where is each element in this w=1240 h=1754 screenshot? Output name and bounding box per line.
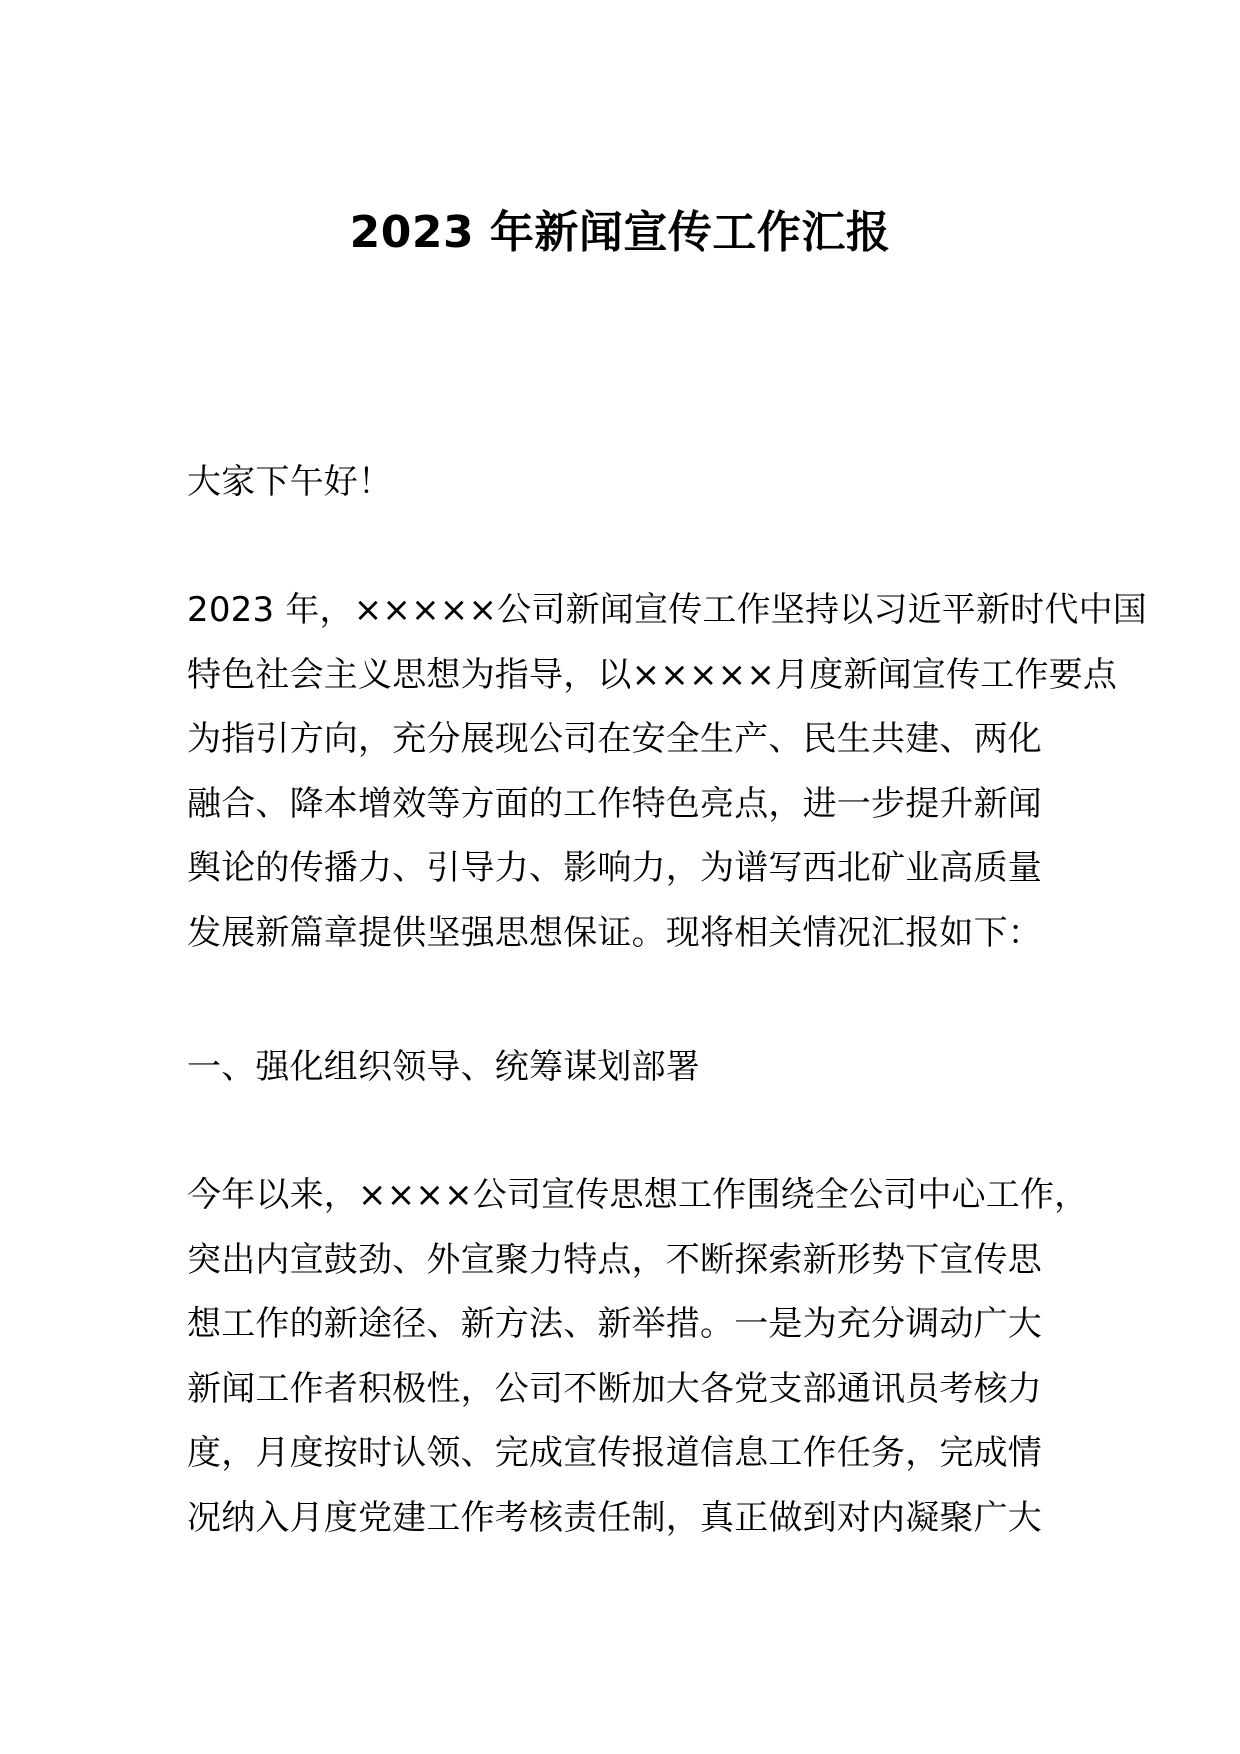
paragraph-line: 融合、降本增效等方面的工作特色亮点，进一步提升新闻 <box>187 783 1042 824</box>
document-title: 2023 年新闻宣传工作汇报 <box>349 207 891 258</box>
paragraph-line: 舆论的传播力、引导力、影响力，为谱写西北矿业高质量 <box>187 848 1042 888</box>
section-heading: 一、强化组织领导、统筹谋划部署 <box>187 1047 700 1087</box>
paragraph-section1 <box>187 1163 1089 1550</box>
paragraph-line: 2023 年，×××××公司新闻宣传工作坚持以习近平新时代中国 <box>187 590 1147 630</box>
paragraph-line: 为指引方向，充分展现公司在安全生产、民生共建、两化 <box>187 719 1042 759</box>
paragraph-line: 想工作的新途径、新方法、新举措。一是为充分调动广大 <box>187 1304 1042 1344</box>
paragraph-line: 况纳入月度党建工作考核责任制，真正做到对内凝聚广大 <box>187 1497 1042 1538</box>
paragraph-line: 新闻工作者积极性，公司不断加大各党支部通讯员考核力 <box>187 1368 1042 1409</box>
paragraph-line: 今年以来，××××公司宣传思想工作围绕全公司中心工作， <box>187 1175 1089 1215</box>
paragraph-intro <box>187 578 1147 965</box>
paragraph-line: 突出内宣鼓劲、外宣聚力特点，不断探索新形势下宣传思 <box>187 1239 1042 1280</box>
paragraph-line: 特色社会主义思想为指导，以×××××月度新闻宣传工作要点 <box>187 654 1118 695</box>
greeting-text: 大家下午好！ <box>187 462 393 502</box>
paragraph-line: 度，月度按时认领、完成宣传报道信息工作任务，完成情 <box>187 1433 1042 1473</box>
paragraph-line: 发展新篇章提供坚强思想保证。现将相关情况汇报如下： <box>187 912 1042 953</box>
